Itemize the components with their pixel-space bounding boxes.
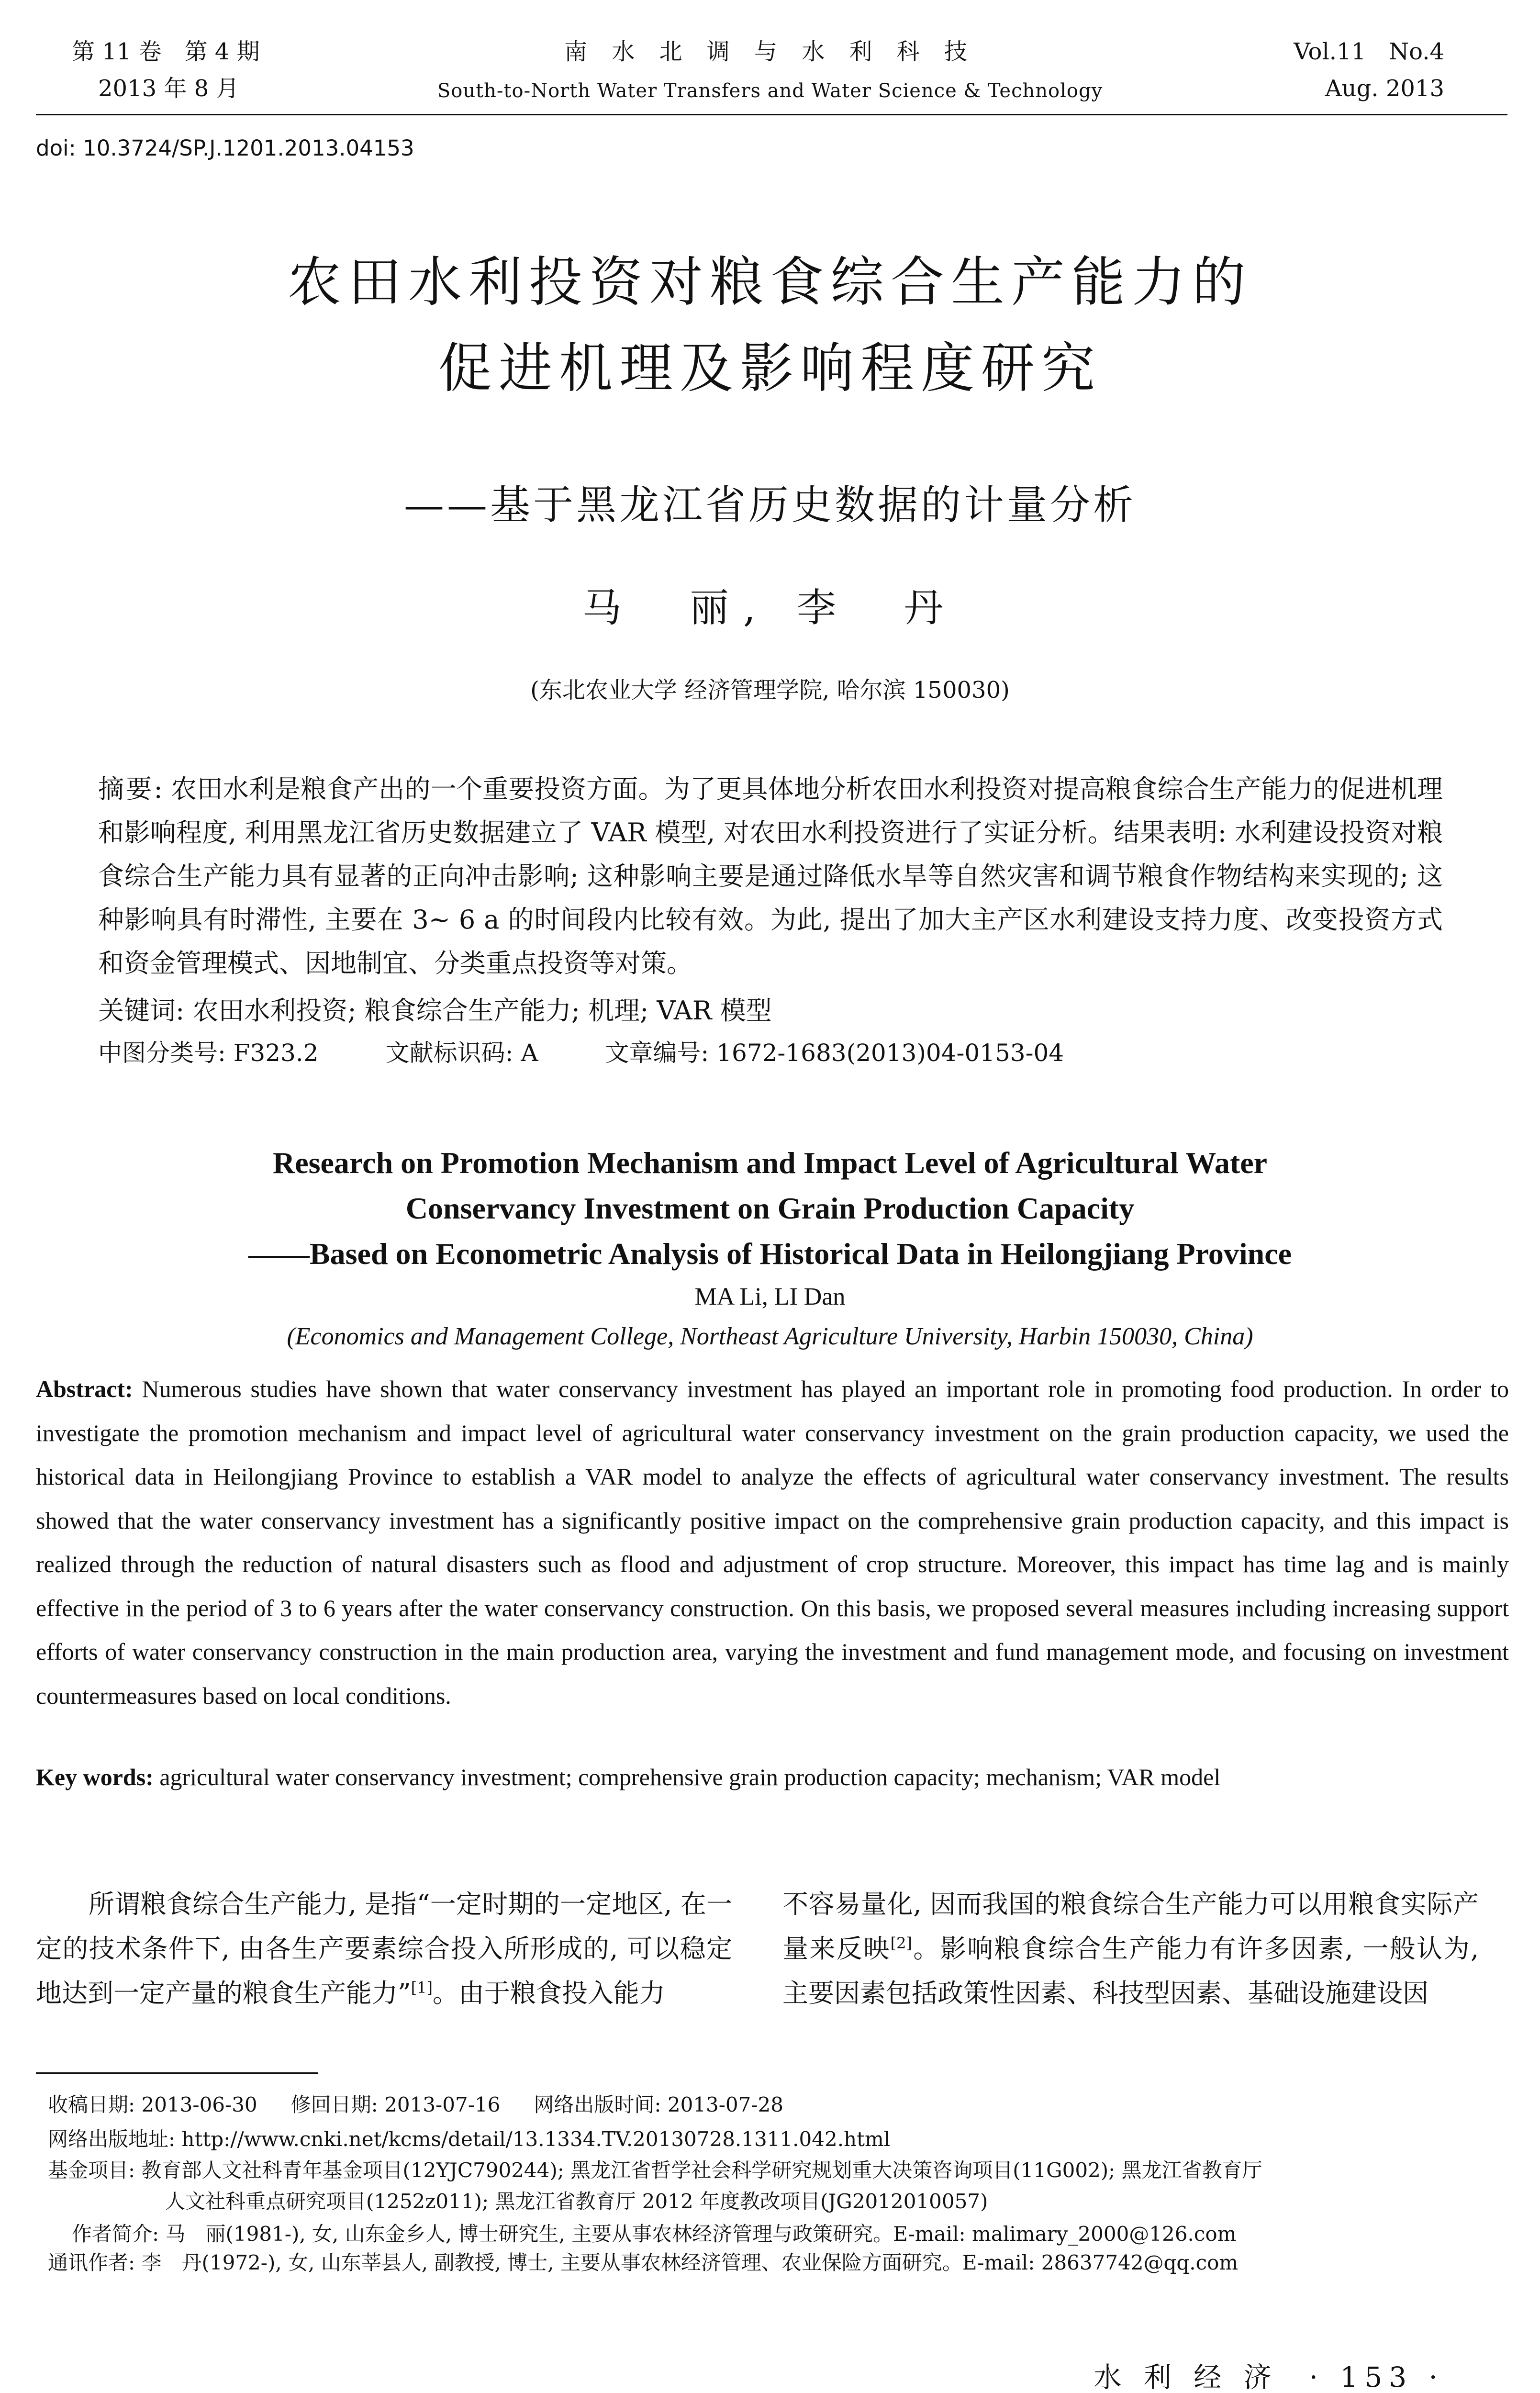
document-code: 文献标识码: A xyxy=(385,1039,538,1067)
english-affiliation: (Economics and Management College, Northeast Agriculture University, Harbin 150030, China) xyxy=(287,1323,1253,1350)
page-footer xyxy=(1094,2355,1444,2393)
keywords-cn-text: 农田水利投资; 粮食综合生产能力; 机理; VAR 模型 xyxy=(192,995,772,1026)
keywords-en-text: agricultural water conservancy investment; comprehensive grain production capacity; mechanism; VAR model xyxy=(153,1764,1221,1790)
revised-date: 修回日期: 2013-07-16 xyxy=(290,2093,501,2116)
subtitle: ——基于黑龙江省历史数据的计量分析 xyxy=(403,481,1136,528)
doi: doi: 10.3724/SP.J.1201.2013.04153 xyxy=(36,135,414,161)
header-rule xyxy=(36,114,1507,115)
keywords-cn-label: 关键词 xyxy=(98,995,176,1026)
header-journal-en: South-to-North Water Transfers and Water Science & Technology xyxy=(437,80,1103,102)
abstract-en xyxy=(36,1367,1509,1718)
footnote-online-url: 网络出版地址: http://www.cnki.net/kcms/detail/13.1334.TV.20130728.1311.042.html xyxy=(48,2127,891,2151)
header-date-en: Aug. 2013 xyxy=(1325,75,1444,102)
body-left-text-a: 所谓粮食综合生产能力, 是指“一定时期的一定地区, 在一定的技术条件下, 由各生产要素综合投入所形成的, 可以稳定地达到一定产量的粮食生产能力” xyxy=(36,1889,732,2008)
english-authors: MA Li, LI Dan xyxy=(694,1283,846,1310)
online-date: 网络出版时间: 2013-07-28 xyxy=(534,2093,784,2116)
abstract-en-text: Numerous studies have shown that water conservancy investment has played an important role in promoting food production. In order to investigate the promotion mechanism and impact level of agricultural water conservancy investment on the grain production capacity, we used the historical data in Heilongjiang Province to establish a VAR model to analyze the effects of agricultural water conservancy investment. The results showed that the water conservancy investment has a significantly positive impact on the comprehensive grain production capacity, and this impact is realized through the reduction of natural disasters such as flood and adjustment of crop structure. Moreover, this impact has time lag and is mainly effective in the period of 3 to 6 years after the water conservancy construction. On this basis, we proposed several measures including increasing support efforts of water conservancy construction in the main production area, varying the investment and fund management mode, and focusing on investment countermeasures based on local conditions. xyxy=(36,1375,1509,1709)
clc-number: 中图分类号: F323.2 xyxy=(98,1039,319,1067)
footnote-fund-line-2: 人文社科重点研究项目(1252z011); 黑龙江省教育厅 2012 年度教改项目(JG2012010057) xyxy=(165,2190,988,2213)
keywords-en-label: Key words: xyxy=(36,1764,154,1790)
header-date-cn: 2013 年 8 月 xyxy=(98,75,239,102)
abstract-cn-text: 农田水利是粮食产出的一个重要投资方面。为了更具体地分析农田水利投资对提高粮食综合生产能力的促进机理和影响程度, 利用黑龙江省历史数据建立了 VAR 模型, 对农田水利投资进行了实证分析。结果表明: 水利建设投资对粮食综合生产能力具有显著的正向冲击影响; 这种影响主要是通过降低水旱等自然灾害和调节粮食作物结构来实现的; 这种影响具有时滞性, 主要在 3~ 6 a 的时间段内比较有效。为此, 提出了加大主产区水利建设支持力度、改变投资方式和资金管理模式、因地制宜、分类重点投资等对策。 xyxy=(98,774,1443,978)
body-column-right xyxy=(782,1882,1479,2015)
footer-journal: 水 利 经 济 xyxy=(1094,2361,1278,2393)
header-volume-issue-en: Vol.11 No.4 xyxy=(1294,38,1444,65)
title-line-1: 农田水利投资对粮食综合生产能力的 xyxy=(288,251,1252,313)
body-right-text-b: 。影响粮食综合生产能力有许多因素, 一般认为, 主要因素包括政策性因素、科技型因素、基础设施建设因 xyxy=(782,1934,1479,2008)
abstract-cn-label: 摘要 xyxy=(98,774,154,804)
received-date: 收稿日期: 2013-06-30 xyxy=(48,2093,257,2116)
page-number: · 153 · xyxy=(1309,2361,1444,2393)
classification-row xyxy=(98,1031,1443,1075)
body-column-left xyxy=(36,1882,732,2015)
body-right-text-a: 不容易量化, 因而我国的粮食综合生产能力可以用粮食实际产量来反映 xyxy=(782,1889,1479,1964)
abstract-en-label: Abstract: xyxy=(36,1375,133,1402)
keywords-cn: 关键词: 农田水利投资; 粮食综合生产能力; 机理; VAR 模型 xyxy=(98,995,772,1026)
body-left-text-b: 。由于粮食投入能力 xyxy=(432,1978,665,2008)
affiliation-cn: (东北农业大学 经济管理学院, 哈尔滨 150030) xyxy=(530,677,1010,704)
abstract-cn: 摘要: 农田水利是粮食产出的一个重要投资方面。为了更具体地分析农田水利投资对提高粮食综合生产能力的促进机理和影响程度, 利用黑龙江省历史数据建立了 VAR 模型, 对农田水利投资进行了实证分析。结果表明: 水利建设投资对粮食综合生产能力具有显著的正向冲击影响; 这种影响主要是通过降低水旱等自然灾害和调节粮食作物结构来实现的; 这种影响具有时滞性, 主要在 3~ 6 a 的时间段内比较有效。为此, 提出了加大主产区水利建设支持力度、改变投资方式和资金管理模式、因地制宜、分类重点投资等对策。 xyxy=(98,774,1443,978)
title-line-2: 促进机理及影响程度研究 xyxy=(438,337,1102,400)
footnote-author-1: 作者简介: 马 丽(1981-), 女, 山东金乡人, 博士研究生, 主要从事农林经济管理与政策研究。E-mail: malimary_2000@126.com xyxy=(72,2222,1237,2246)
english-title-line-1: Research on Promotion Mechanism and Impact Level of Agricultural Water xyxy=(272,1146,1268,1180)
authors-cn: 马 丽, 李 丹 xyxy=(582,585,958,631)
footnote-author-2: 通讯作者: 李 丹(1972-), 女, 山东莘县人, 副教授, 博士, 主要从事农林经济管理、农业保险方面研究。E-mail: 28637742@qq.com xyxy=(48,2251,1239,2274)
footnote-rule xyxy=(36,2072,318,2074)
footnote-fund-line-1: 基金项目: 教育部人文社科青年基金项目(12YJC790244); 黑龙江省哲学社会科学研究规划重大决策咨询项目(11G002); 黑龙江省教育厅 xyxy=(48,2158,1262,2182)
keywords-en xyxy=(36,1756,1509,1800)
english-subtitle: ——Based on Econometric Analysis of Historical Data in Heilongjiang Province xyxy=(248,1237,1292,1271)
citation-ref-1: [1] xyxy=(411,1979,433,1997)
footnote-dates xyxy=(48,2091,1484,2119)
header-journal-cn: 南 水 北 调 与 水 利 科 技 xyxy=(564,38,976,65)
citation-ref-2: [2] xyxy=(890,1934,912,1952)
article-number: 文章编号: 1672-1683(2013)04-0153-04 xyxy=(605,1039,1064,1067)
header-volume-issue-cn: 第 11 卷 第 4 期 xyxy=(72,38,260,65)
english-title-line-2: Conservancy Investment on Grain Production Capacity xyxy=(405,1191,1135,1225)
